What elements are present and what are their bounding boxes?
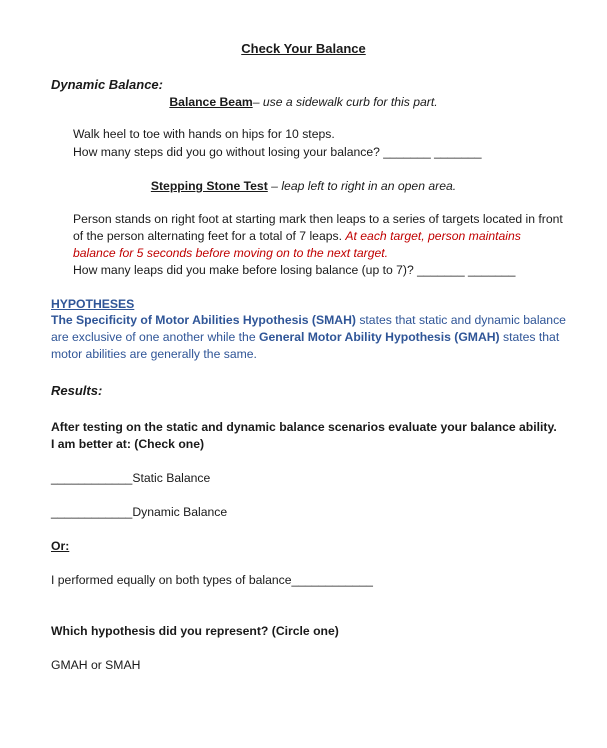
stone-instruction-2a: of the person alternating feet for a total of 7 leaps.: [73, 229, 346, 243]
stone-instruction-3: balance for 5 seconds before moving on to the next target.: [73, 246, 389, 260]
static-balance-option[interactable]: ____________Static Balance: [51, 471, 211, 485]
hypotheses-line-2a: are exclusive of one another while the: [51, 330, 259, 344]
stepping-stone-header: [0, 179, 607, 193]
equal-balance-option[interactable]: I performed equally on both types of balance____________: [51, 573, 373, 587]
hypothesis-choices[interactable]: GMAH or SMAH: [51, 658, 141, 672]
results-instruction: I am better at: (Check one): [51, 437, 205, 451]
dynamic-balance-heading: Dynamic Balance:: [51, 77, 163, 92]
beam-question: How many steps did you go without losing your balance? _______ _______: [73, 145, 482, 159]
stepping-stone-desc: – leap left to right in an open area.: [267, 179, 457, 193]
hypotheses-line-2c: states that: [499, 330, 560, 344]
beam-instruction: Walk heel to toe with hands on hips for 10 steps.: [73, 127, 335, 141]
hypotheses-line-1-rest: states that static and dynamic balance: [355, 313, 566, 327]
results-question: After testing on the static and dynamic balance scenarios evaluate your balance ability.: [51, 420, 557, 434]
stone-question: How many leaps did you make before losing balance (up to 7)? _______ _______: [73, 263, 516, 277]
stepping-stone-title: Stepping Stone Test: [150, 179, 268, 193]
hypotheses-heading: HYPOTHESES: [51, 297, 135, 311]
hypotheses-line-2: [51, 330, 559, 344]
stone-instruction-2: [73, 229, 521, 243]
hypotheses-line-1: [51, 313, 566, 327]
hypothesis-question: Which hypothesis did you represent? (Circle one): [51, 624, 339, 638]
balance-beam-header: [0, 95, 607, 109]
stone-instruction-1: Person stands on right foot at starting mark then leaps to a series of targets located in front: [73, 212, 563, 226]
or-label: Or:: [51, 539, 70, 553]
balance-beam-title: Balance Beam: [169, 95, 253, 109]
stone-instruction-2b: At each target, person maintains: [345, 229, 521, 243]
gmah-term: General Motor Ability Hypothesis (GMAH): [259, 330, 500, 344]
balance-beam-desc: – use a sidewalk curb for this part.: [252, 95, 438, 109]
page-title: Check Your Balance: [241, 41, 366, 56]
dynamic-balance-option[interactable]: ____________Dynamic Balance: [51, 505, 228, 519]
results-heading: Results:: [51, 383, 103, 398]
smah-term: The Specificity of Motor Abilities Hypothesis (SMAH): [51, 313, 356, 327]
hypotheses-line-3: motor abilities are generally the same.: [51, 347, 257, 361]
